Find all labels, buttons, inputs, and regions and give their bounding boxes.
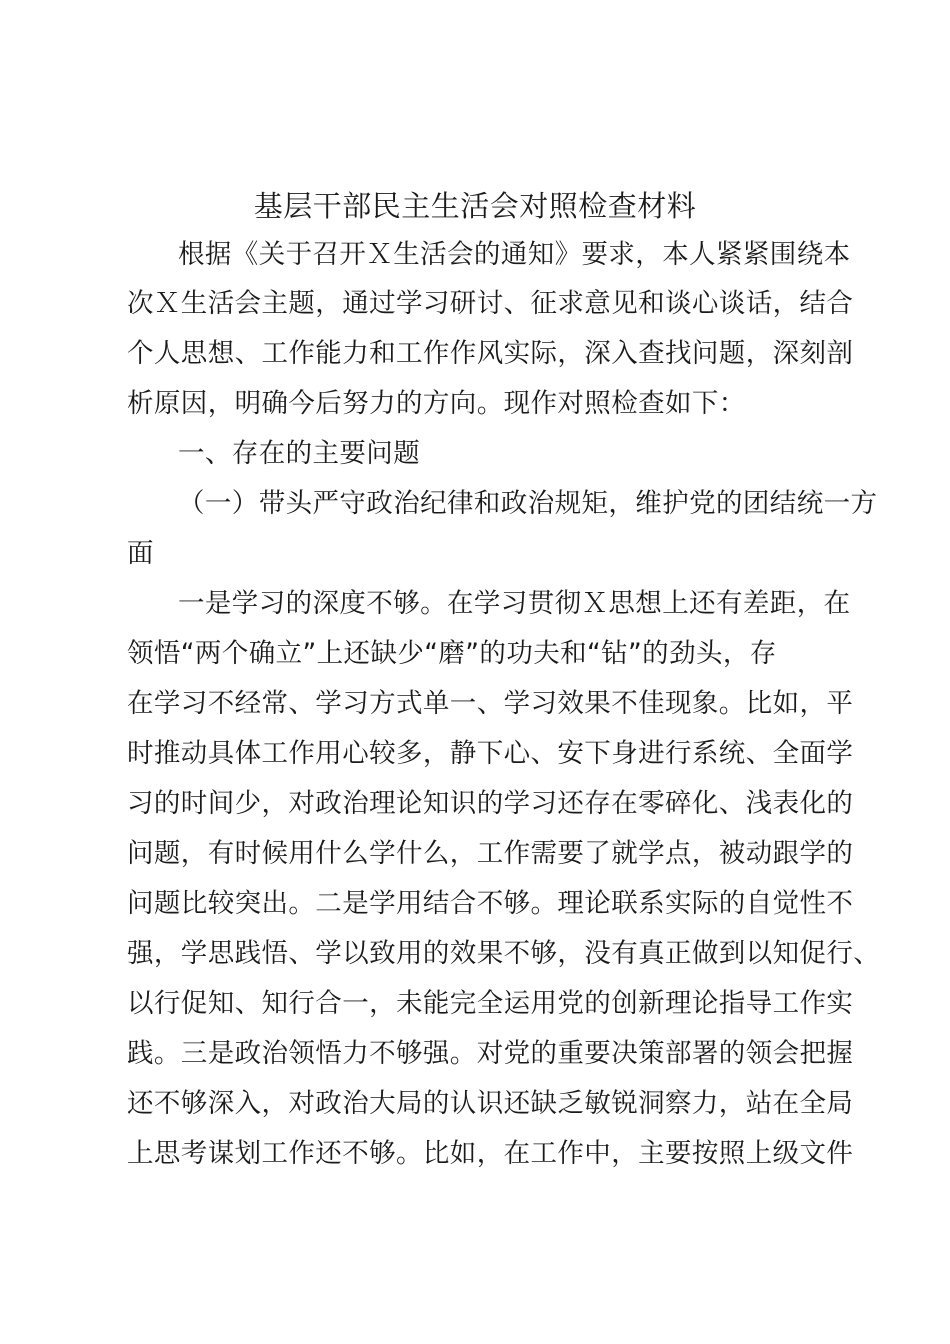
paragraph-line: 根据《关于召开Ｘ生活会的通知》要求，本人紧紧围绕本 — [178, 239, 851, 270]
document-title: 基层干部民主生活会对照检查材料 — [253, 189, 697, 223]
paragraph-line: 问题比较突出。二是学用结合不够。理论联系实际的自觉性不 — [127, 888, 854, 919]
paragraph-line: 个人思想、工作能力和工作作风实际，深入查找问题，深刻剖 — [127, 338, 854, 369]
subsection-heading-continued: 面 — [127, 538, 154, 569]
paragraph-line: 一是学习的深度不够。在学习贯彻Ｘ思想上还有差距，在 — [178, 588, 851, 619]
paragraph-line: 上思考谋划工作还不够。比如，在工作中，主要按照上级文件 — [127, 1138, 854, 1169]
paragraph-line: 析原因，明确今后努力的方向。现作对照检查如下： — [127, 388, 746, 419]
subsection-heading: （一）带头严守政治纪律和政治规矩，维护党的团结统一方 — [178, 488, 878, 519]
paragraph-line: 践。三是政治领悟力不够强。对党的重要决策部署的领会把握 — [127, 1038, 854, 1069]
paragraph-line: 时推动具体工作用心较多，静下心、安下身进行系统、全面学 — [127, 738, 854, 769]
paragraph-line: 次Ｘ生活会主题，通过学习研讨、征求意见和谈心谈话，结合 — [127, 288, 854, 319]
paragraph-line: 以行促知、知行合一，未能完全运用党的创新理论指导工作实 — [127, 988, 854, 1019]
paragraph-line: 强，学思践悟、学以致用的效果不够，没有真正做到以知促行、 — [127, 938, 881, 969]
paragraph-line: 习的时间少，对政治理论知识的学习还存在零碎化、浅表化的 — [127, 788, 854, 819]
paragraph-line: 还不够深入，对政治大局的认识还缺乏敏锐洞察力，站在全局 — [127, 1088, 854, 1119]
paragraph-line: 领悟“两个确立”上还缺少“磨”的功夫和“钻”的劲头，存 — [127, 638, 777, 669]
section-heading: 一、存在的主要问题 — [178, 438, 421, 469]
paragraph-line: 问题，有时候用什么学什么，工作需要了就学点，被动跟学的 — [127, 838, 854, 869]
paragraph-line: 在学习不经常、学习方式单一、学习效果不佳现象。比如，平 — [127, 688, 854, 719]
